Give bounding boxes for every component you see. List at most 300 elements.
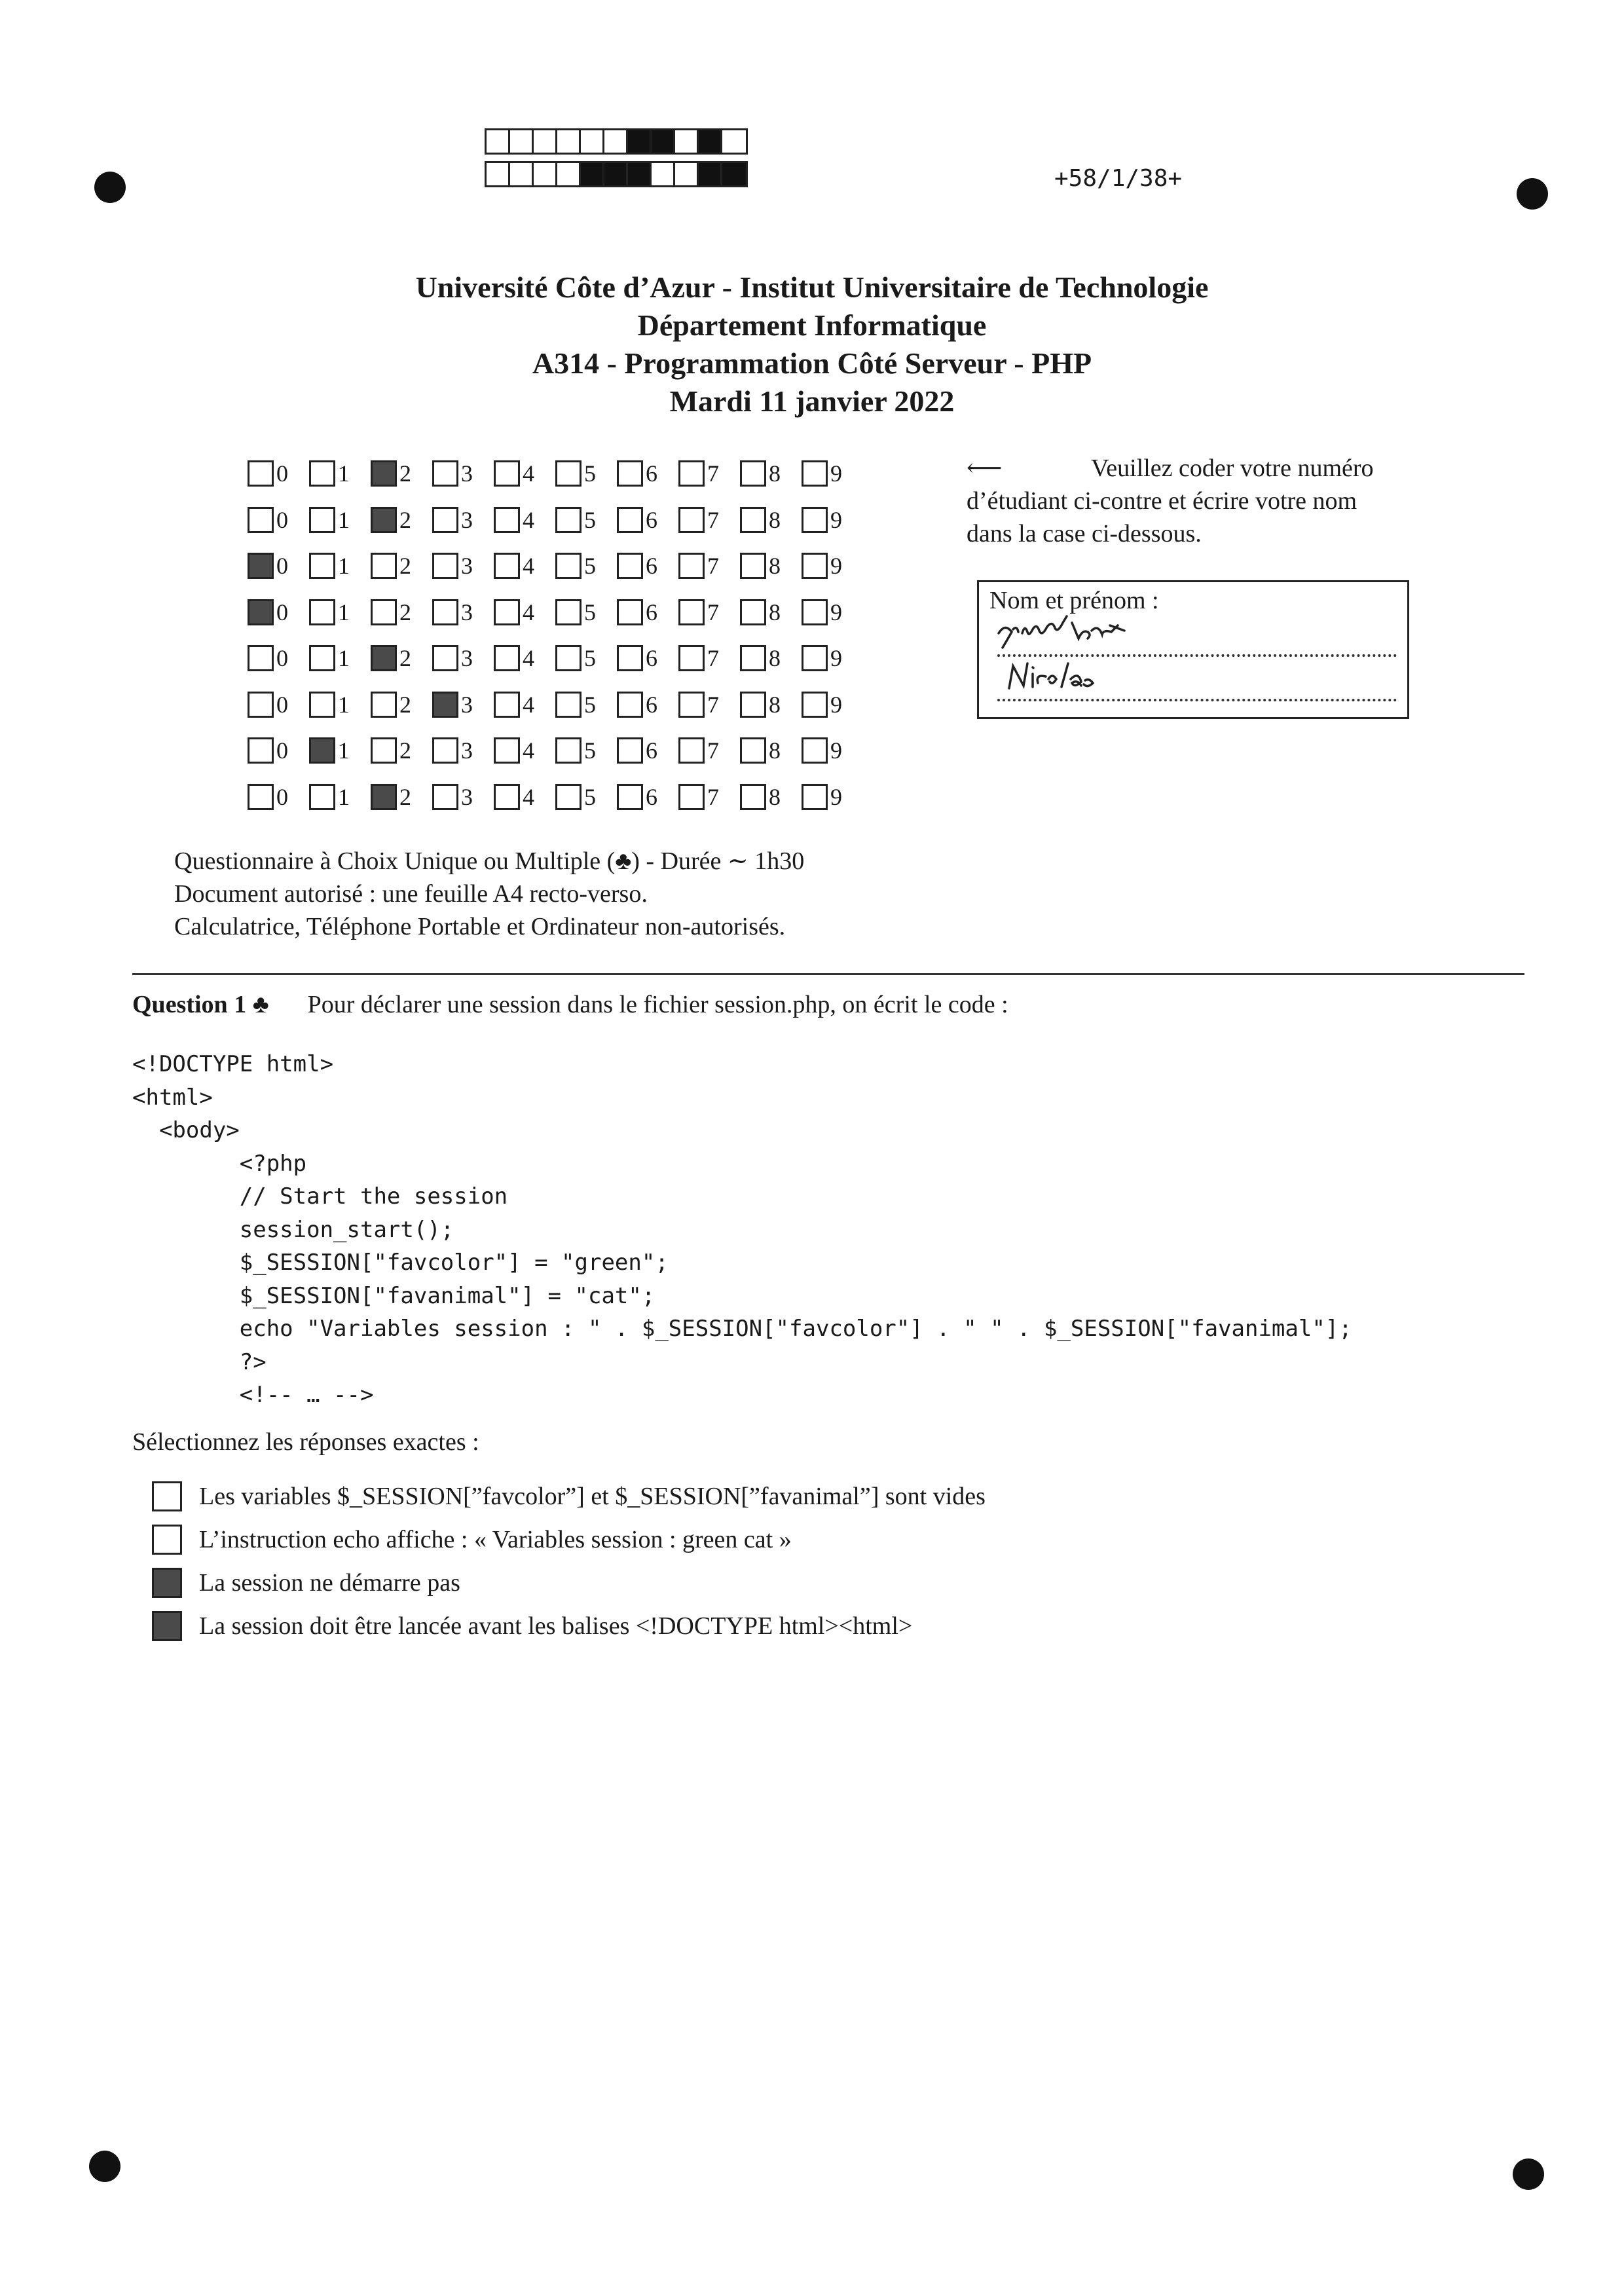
digit-option bbox=[740, 783, 802, 811]
digit-row bbox=[248, 497, 863, 544]
department-title: Département Informatique bbox=[637, 308, 987, 342]
digit-checkbox[interactable] bbox=[309, 784, 335, 810]
digit-label: 0 bbox=[276, 553, 288, 580]
digit-label: 9 bbox=[830, 553, 842, 580]
digit-row bbox=[248, 682, 863, 728]
digit-label: 7 bbox=[707, 783, 719, 810]
digit-label: 6 bbox=[646, 783, 657, 810]
digit-checkbox[interactable] bbox=[494, 737, 520, 764]
digit-option bbox=[802, 644, 863, 672]
digit-checkbox[interactable] bbox=[248, 553, 274, 579]
digit-option bbox=[802, 783, 863, 811]
digit-option bbox=[678, 783, 740, 811]
digit-checkbox[interactable] bbox=[555, 553, 581, 579]
digit-option bbox=[494, 460, 555, 487]
digit-option bbox=[555, 599, 617, 626]
digit-option bbox=[740, 599, 802, 626]
digit-label: 5 bbox=[584, 737, 596, 764]
digit-option bbox=[248, 737, 309, 764]
digit-label: 0 bbox=[276, 645, 288, 672]
digit-option bbox=[494, 552, 555, 580]
digit-checkbox[interactable] bbox=[555, 784, 581, 810]
digit-checkbox[interactable] bbox=[248, 645, 274, 671]
digit-label: 3 bbox=[461, 599, 473, 625]
course-title: A314 - Programmation Côté Serveur - PHP bbox=[532, 346, 1092, 380]
handwritten-first-name bbox=[993, 614, 1164, 653]
digit-option bbox=[802, 599, 863, 626]
digit-label: 4 bbox=[523, 691, 534, 718]
barcode-cell bbox=[722, 130, 746, 153]
digit-option bbox=[309, 737, 371, 764]
digit-option bbox=[432, 552, 494, 580]
exam-header bbox=[0, 268, 1624, 420]
digit-option bbox=[617, 506, 678, 534]
digit-label: 7 bbox=[707, 645, 719, 672]
digit-label: 9 bbox=[830, 599, 842, 625]
barcode-cell bbox=[699, 163, 722, 185]
digit-option bbox=[371, 783, 432, 811]
answer-checkbox[interactable] bbox=[152, 1611, 182, 1641]
digit-checkbox[interactable] bbox=[555, 507, 581, 533]
digit-checkbox[interactable] bbox=[432, 553, 458, 579]
digit-option bbox=[309, 691, 371, 718]
digit-label: 4 bbox=[523, 553, 534, 580]
digit-label: 8 bbox=[769, 691, 781, 718]
digit-option bbox=[248, 691, 309, 718]
barcode-cell bbox=[557, 130, 581, 153]
digit-label: 2 bbox=[399, 737, 411, 764]
barcode-cell bbox=[652, 130, 675, 153]
digit-checkbox[interactable] bbox=[678, 507, 705, 533]
digit-option bbox=[678, 644, 740, 672]
student-number-instructions: ⟵ Veuillez coder votre numéro d’étudiant ci-contre et écrire votre nom dans la case ci-dessous. bbox=[967, 452, 1425, 550]
digit-checkbox[interactable] bbox=[371, 507, 397, 533]
barcode-cell bbox=[557, 163, 581, 185]
digit-label: 6 bbox=[646, 645, 657, 672]
digit-option bbox=[555, 552, 617, 580]
digit-checkbox[interactable] bbox=[494, 460, 520, 487]
digit-checkbox[interactable] bbox=[432, 599, 458, 625]
digit-row bbox=[248, 774, 863, 821]
exam-info: Questionnaire à Choix Unique ou Multiple (♣) - Durée ∼ 1h30 Document autorisé : une feuille A4 recto-verso. Calculatrice, Téléphone Portable et Ordinateur non-autorisés. bbox=[174, 847, 805, 940]
digit-label: 1 bbox=[338, 691, 350, 718]
digit-option bbox=[432, 691, 494, 718]
digit-checkbox[interactable] bbox=[555, 645, 581, 671]
answer-option bbox=[152, 1604, 986, 1648]
digit-label: 0 bbox=[276, 599, 288, 625]
digit-checkbox[interactable] bbox=[802, 692, 828, 718]
answer-label: L’instruction echo affiche : « Variables session : green cat » bbox=[199, 1526, 792, 1553]
digit-checkbox[interactable] bbox=[802, 553, 828, 579]
digit-option bbox=[432, 460, 494, 487]
digit-checkbox[interactable] bbox=[371, 599, 397, 625]
answer-checkbox[interactable] bbox=[152, 1525, 182, 1555]
digit-checkbox[interactable] bbox=[802, 460, 828, 487]
digit-checkbox[interactable] bbox=[371, 553, 397, 579]
digit-label: 8 bbox=[769, 737, 781, 764]
answer-option bbox=[152, 1475, 986, 1518]
name-line-2 bbox=[997, 697, 1397, 701]
digit-checkbox[interactable] bbox=[494, 553, 520, 579]
answer-option bbox=[152, 1518, 986, 1561]
digit-option bbox=[494, 737, 555, 764]
digit-label: 6 bbox=[646, 506, 657, 533]
digit-label: 1 bbox=[338, 599, 350, 625]
digit-option bbox=[802, 460, 863, 487]
digit-label: 8 bbox=[769, 553, 781, 580]
digit-option bbox=[432, 506, 494, 534]
digit-checkbox[interactable] bbox=[740, 645, 766, 671]
question-text: Pour déclarer une session dans le fichier session.php, on écrit le code : bbox=[307, 991, 1008, 1018]
digit-checkbox[interactable] bbox=[740, 692, 766, 718]
digit-label: 9 bbox=[830, 737, 842, 764]
digit-label: 2 bbox=[399, 691, 411, 718]
barcode-top bbox=[485, 128, 748, 155]
digit-option bbox=[740, 691, 802, 718]
digit-label: 3 bbox=[461, 553, 473, 580]
barcode-cell bbox=[581, 163, 604, 185]
answer-label: La session doit être lancée avant les balises <!DOCTYPE html><html> bbox=[199, 1612, 913, 1640]
digit-option bbox=[371, 599, 432, 626]
digit-option bbox=[740, 506, 802, 534]
digit-option bbox=[802, 691, 863, 718]
digit-option bbox=[371, 737, 432, 764]
barcode-cell bbox=[581, 130, 604, 153]
digit-option bbox=[555, 506, 617, 534]
page-code: +58/1/38+ bbox=[1054, 165, 1183, 192]
answer-prompt: Sélectionnez les réponses exactes : bbox=[132, 1428, 479, 1456]
digit-option bbox=[248, 783, 309, 811]
digit-option bbox=[248, 644, 309, 672]
digit-checkbox[interactable] bbox=[617, 737, 643, 764]
university-title: Université Côte d’Azur - Institut Universitaire de Technologie bbox=[415, 270, 1209, 304]
barcode-cell bbox=[487, 130, 510, 153]
digit-checkbox[interactable] bbox=[802, 645, 828, 671]
digit-option bbox=[802, 737, 863, 764]
barcode-cell bbox=[675, 130, 699, 153]
digit-checkbox[interactable] bbox=[802, 599, 828, 625]
digit-label: 3 bbox=[461, 506, 473, 533]
digit-row bbox=[248, 543, 863, 589]
digit-row bbox=[248, 589, 863, 636]
digit-option bbox=[371, 691, 432, 718]
digit-option bbox=[678, 460, 740, 487]
digit-label: 4 bbox=[523, 460, 534, 487]
barcode-cell bbox=[534, 130, 557, 153]
answer-list bbox=[152, 1475, 986, 1648]
digit-option bbox=[678, 552, 740, 580]
digit-label: 6 bbox=[646, 599, 657, 625]
digit-label: 1 bbox=[338, 506, 350, 533]
digit-checkbox[interactable] bbox=[248, 692, 274, 718]
digit-option bbox=[678, 599, 740, 626]
digit-option bbox=[555, 783, 617, 811]
digit-checkbox[interactable] bbox=[678, 645, 705, 671]
digit-option bbox=[371, 644, 432, 672]
digit-option bbox=[494, 506, 555, 534]
digit-checkbox[interactable] bbox=[617, 692, 643, 718]
digit-option bbox=[678, 691, 740, 718]
digit-checkbox[interactable] bbox=[617, 599, 643, 625]
digit-checkbox[interactable] bbox=[555, 692, 581, 718]
exam-date: Mardi 11 janvier 2022 bbox=[669, 384, 955, 418]
digit-option bbox=[309, 599, 371, 626]
digit-checkbox[interactable] bbox=[678, 460, 705, 487]
digit-option bbox=[555, 460, 617, 487]
digit-option bbox=[494, 783, 555, 811]
digit-option bbox=[617, 599, 678, 626]
digit-option bbox=[309, 506, 371, 534]
digit-checkbox[interactable] bbox=[740, 460, 766, 487]
digit-label: 5 bbox=[584, 506, 596, 533]
digit-option bbox=[309, 783, 371, 811]
digit-label: 2 bbox=[399, 553, 411, 580]
digit-checkbox[interactable] bbox=[371, 692, 397, 718]
digit-checkbox[interactable] bbox=[248, 460, 274, 487]
answer-label: Les variables $_SESSION[”favcolor”] et $_SESSION[”favanimal”] sont vides bbox=[199, 1483, 986, 1510]
corner-mark-top-right bbox=[1517, 178, 1548, 210]
student-number-grid bbox=[248, 451, 863, 820]
digit-option bbox=[555, 737, 617, 764]
digit-label: 8 bbox=[769, 599, 781, 625]
digit-label: 1 bbox=[338, 553, 350, 580]
name-label: Nom et prénom : bbox=[989, 587, 1159, 614]
digit-label: 6 bbox=[646, 737, 657, 764]
barcode-cell bbox=[699, 130, 722, 153]
digit-checkbox[interactable] bbox=[309, 507, 335, 533]
digit-checkbox[interactable] bbox=[617, 645, 643, 671]
digit-label: 8 bbox=[769, 645, 781, 672]
digit-checkbox[interactable] bbox=[432, 507, 458, 533]
digit-option bbox=[494, 599, 555, 626]
answer-label: La session ne démarre pas bbox=[199, 1569, 460, 1597]
name-box[interactable] bbox=[977, 580, 1409, 719]
digit-label: 1 bbox=[338, 645, 350, 672]
digit-label: 9 bbox=[830, 645, 842, 672]
digit-checkbox[interactable] bbox=[309, 553, 335, 579]
digit-label: 9 bbox=[830, 691, 842, 718]
digit-option bbox=[555, 644, 617, 672]
digit-checkbox[interactable] bbox=[432, 645, 458, 671]
digit-option bbox=[617, 783, 678, 811]
digit-option bbox=[617, 644, 678, 672]
digit-label: 3 bbox=[461, 645, 473, 672]
digit-option bbox=[494, 691, 555, 718]
digit-label: 7 bbox=[707, 691, 719, 718]
digit-option bbox=[248, 599, 309, 626]
digit-label: 3 bbox=[461, 460, 473, 487]
digit-checkbox[interactable] bbox=[432, 692, 458, 718]
barcode-bottom bbox=[485, 161, 748, 187]
corner-mark-top-left bbox=[94, 172, 126, 203]
digit-label: 5 bbox=[584, 553, 596, 580]
corner-mark-bottom-left bbox=[89, 2151, 120, 2182]
barcode-cell bbox=[628, 163, 652, 185]
digit-label: 2 bbox=[399, 783, 411, 810]
digit-checkbox[interactable] bbox=[309, 460, 335, 487]
digit-checkbox[interactable] bbox=[678, 737, 705, 764]
digit-label: 2 bbox=[399, 599, 411, 625]
digit-label: 7 bbox=[707, 553, 719, 580]
code-listing: <!DOCTYPE html> <html> <body> <?php // Start the session session_start(); $_SESSION["favcolor"] = "green"; $_SESSION["favanimal"] = "cat"; echo "Variables session : " . $_SESSION["favcolor"] . " " . $_SESSION["favanimal"]; ?> <!-- … --> bbox=[132, 1051, 1352, 1408]
digit-checkbox[interactable] bbox=[555, 460, 581, 487]
digit-checkbox[interactable] bbox=[494, 645, 520, 671]
digit-checkbox[interactable] bbox=[740, 737, 766, 764]
barcode-cell bbox=[604, 130, 628, 153]
digit-checkbox[interactable] bbox=[309, 599, 335, 625]
digit-checkbox[interactable] bbox=[617, 507, 643, 533]
barcode-cell bbox=[628, 130, 652, 153]
digit-checkbox[interactable] bbox=[740, 784, 766, 810]
digit-label: 7 bbox=[707, 460, 719, 487]
digit-checkbox[interactable] bbox=[309, 737, 335, 764]
digit-checkbox[interactable] bbox=[740, 507, 766, 533]
digit-label: 2 bbox=[399, 506, 411, 533]
digit-label: 8 bbox=[769, 783, 781, 810]
digit-option bbox=[740, 460, 802, 487]
digit-row bbox=[248, 635, 863, 682]
digit-checkbox[interactable] bbox=[432, 784, 458, 810]
digit-label: 0 bbox=[276, 783, 288, 810]
handwritten-last-name bbox=[1004, 657, 1174, 699]
digit-option bbox=[555, 691, 617, 718]
digit-checkbox[interactable] bbox=[248, 599, 274, 625]
digit-checkbox[interactable] bbox=[371, 737, 397, 764]
digit-checkbox[interactable] bbox=[432, 737, 458, 764]
digit-checkbox[interactable] bbox=[555, 737, 581, 764]
barcode-cell bbox=[652, 163, 675, 185]
digit-checkbox[interactable] bbox=[371, 784, 397, 810]
digit-option bbox=[802, 552, 863, 580]
digit-checkbox[interactable] bbox=[678, 599, 705, 625]
digit-label: 4 bbox=[523, 506, 534, 533]
answer-option bbox=[152, 1561, 986, 1604]
digit-checkbox[interactable] bbox=[678, 553, 705, 579]
digit-checkbox[interactable] bbox=[432, 460, 458, 487]
digit-checkbox[interactable] bbox=[494, 507, 520, 533]
digit-option bbox=[494, 644, 555, 672]
digit-label: 1 bbox=[338, 460, 350, 487]
digit-checkbox[interactable] bbox=[555, 599, 581, 625]
digit-label: 3 bbox=[461, 783, 473, 810]
digit-label: 5 bbox=[584, 783, 596, 810]
digit-option bbox=[432, 599, 494, 626]
digit-label: 7 bbox=[707, 599, 719, 625]
digit-option bbox=[371, 460, 432, 487]
digit-label: 5 bbox=[584, 691, 596, 718]
digit-label: 3 bbox=[461, 737, 473, 764]
digit-option bbox=[617, 691, 678, 718]
digit-option bbox=[432, 737, 494, 764]
digit-label: 5 bbox=[584, 645, 596, 672]
digit-row bbox=[248, 728, 863, 774]
digit-option bbox=[309, 460, 371, 487]
digit-label: 0 bbox=[276, 506, 288, 533]
digit-option bbox=[678, 737, 740, 764]
digit-checkbox[interactable] bbox=[248, 737, 274, 764]
digit-checkbox[interactable] bbox=[678, 784, 705, 810]
barcode-cell bbox=[604, 163, 628, 185]
digit-label: 3 bbox=[461, 691, 473, 718]
digit-checkbox[interactable] bbox=[740, 599, 766, 625]
digit-option bbox=[309, 644, 371, 672]
barcode-cell bbox=[722, 163, 746, 185]
digit-label: 9 bbox=[830, 783, 842, 810]
digit-option bbox=[309, 552, 371, 580]
digit-label: 0 bbox=[276, 460, 288, 487]
digit-checkbox[interactable] bbox=[678, 692, 705, 718]
digit-option bbox=[432, 644, 494, 672]
digit-checkbox[interactable] bbox=[617, 553, 643, 579]
section-divider bbox=[132, 973, 1524, 975]
question-title: Question 1 ♣ bbox=[132, 991, 269, 1018]
digit-checkbox[interactable] bbox=[617, 460, 643, 487]
digit-label: 4 bbox=[523, 783, 534, 810]
digit-checkbox[interactable] bbox=[802, 784, 828, 810]
digit-option bbox=[371, 552, 432, 580]
digit-label: 2 bbox=[399, 645, 411, 672]
digit-label: 6 bbox=[646, 460, 657, 487]
digit-option bbox=[248, 460, 309, 487]
digit-label: 2 bbox=[399, 460, 411, 487]
digit-label: 6 bbox=[646, 691, 657, 718]
digit-option bbox=[248, 506, 309, 534]
digit-checkbox[interactable] bbox=[740, 553, 766, 579]
digit-checkbox[interactable] bbox=[494, 692, 520, 718]
corner-mark-bottom-right bbox=[1513, 2158, 1544, 2190]
digit-checkbox[interactable] bbox=[494, 784, 520, 810]
left-arrow-icon: ⟵ bbox=[967, 454, 1003, 482]
digit-label: 5 bbox=[584, 599, 596, 625]
barcode-cell bbox=[510, 130, 534, 153]
digit-label: 0 bbox=[276, 737, 288, 764]
digit-option bbox=[617, 737, 678, 764]
digit-checkbox[interactable] bbox=[371, 460, 397, 487]
digit-label: 8 bbox=[769, 460, 781, 487]
digit-option bbox=[617, 460, 678, 487]
digit-label: 6 bbox=[646, 553, 657, 580]
answer-checkbox[interactable] bbox=[152, 1568, 182, 1598]
digit-checkbox[interactable] bbox=[371, 645, 397, 671]
digit-checkbox[interactable] bbox=[248, 784, 274, 810]
digit-checkbox[interactable] bbox=[309, 645, 335, 671]
digit-row bbox=[248, 451, 863, 497]
digit-label: 0 bbox=[276, 691, 288, 718]
digit-option bbox=[617, 552, 678, 580]
digit-label: 9 bbox=[830, 460, 842, 487]
digit-label: 1 bbox=[338, 783, 350, 810]
digit-label: 4 bbox=[523, 599, 534, 625]
digit-checkbox[interactable] bbox=[248, 507, 274, 533]
digit-option bbox=[740, 737, 802, 764]
digit-label: 7 bbox=[707, 506, 719, 533]
question-1-heading bbox=[132, 990, 1008, 1019]
digit-option bbox=[802, 506, 863, 534]
digit-option bbox=[678, 506, 740, 534]
digit-checkbox[interactable] bbox=[494, 599, 520, 625]
digit-checkbox[interactable] bbox=[309, 692, 335, 718]
digit-checkbox[interactable] bbox=[802, 507, 828, 533]
digit-label: 4 bbox=[523, 737, 534, 764]
digit-checkbox[interactable] bbox=[802, 737, 828, 764]
digit-option bbox=[740, 552, 802, 580]
answer-checkbox[interactable] bbox=[152, 1481, 182, 1511]
digit-label: 9 bbox=[830, 506, 842, 533]
digit-checkbox[interactable] bbox=[617, 784, 643, 810]
digit-label: 4 bbox=[523, 645, 534, 672]
barcode-cell bbox=[510, 163, 534, 185]
barcode-cell bbox=[675, 163, 699, 185]
